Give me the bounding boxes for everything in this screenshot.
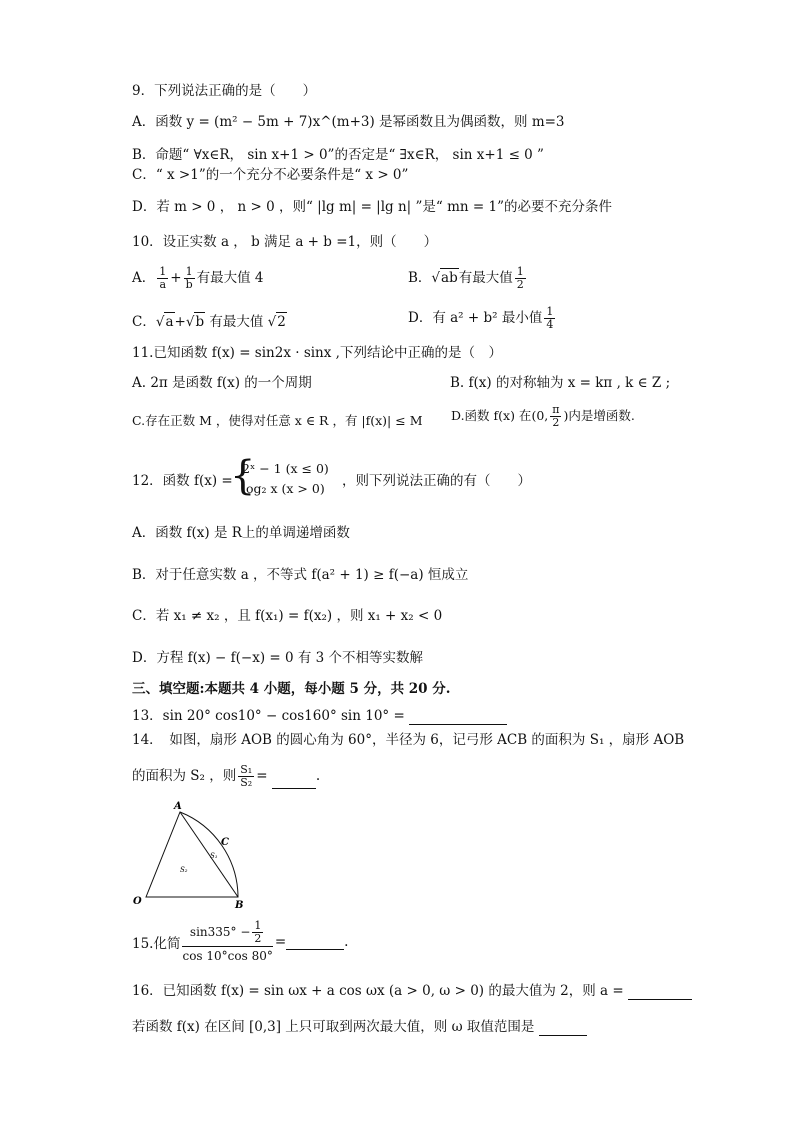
chord-ab	[180, 812, 238, 897]
q12-option-d: D．方程 f(x) − f(−x) = 0 有 3 个不相等实数解	[132, 650, 424, 666]
q14-period: .	[315, 768, 321, 784]
q11-option-d	[451, 404, 635, 429]
q12-stem-prefix: 12．函数 f(x) =	[132, 473, 233, 489]
q16-line1-text: 16．已知函数 f(x) = sin ωx + a cos ωx (a > 0, ω > 0) 的最大值为 2，则 a =	[132, 983, 624, 999]
q13-answer-blank[interactable]	[409, 710, 507, 725]
label-o: O	[133, 896, 142, 907]
label-s1: S₁	[210, 852, 218, 860]
q11-d-den: 2	[552, 416, 560, 429]
q14-frac-den: S₂	[240, 776, 253, 789]
q15-fraction	[180, 920, 274, 963]
q12-option-b: B．对于任意实数 a ，不等式 f(a² + 1) ≥ f(−a) 恒成立	[132, 567, 469, 583]
q15-denominator: cos 10°cos 80°	[182, 949, 273, 963]
label-a: A	[174, 801, 182, 812]
q10-a-num2: 1	[184, 266, 195, 279]
label-b: B	[235, 900, 244, 910]
q10-a-den1: a	[159, 278, 167, 291]
q11-option-b: B. f(x) 的对称轴为 x = kπ , k ∈ Z ;	[450, 375, 671, 391]
q9-option-a: A．函数 y = (m² − 5m + 7)x^(m+3) 是幂函数且为偶函数，则 m=3	[132, 114, 565, 130]
q10-d-num: 1	[546, 305, 554, 318]
q10-c-text: 有最大值	[209, 314, 264, 330]
q12-option-a: A．函数 f(x) 是 R上的单调递增函数	[132, 525, 350, 541]
q15-tail	[275, 920, 349, 963]
q11-d-prefix: D.函数 f(x) 在	[451, 408, 532, 423]
q11-option-a: A. 2π 是函数 f(x) 的一个周期	[132, 375, 312, 391]
q10-a-den2: b	[185, 278, 193, 291]
q10-stem: 10．设正实数 a ， b 满足 a + b =1，则（ ）	[132, 234, 438, 250]
q9-option-b: B．命题“ ∀x∈R， sin x+1 > 0”的否定是“ ∃x∈R， sin x+1 ≤ 0 ”	[132, 147, 544, 163]
q10-b-prefix: B．	[408, 270, 432, 286]
q10-b-radicand: ab	[441, 270, 458, 286]
q11-d-text: 内是增函数.	[568, 408, 635, 423]
q9-option-d: D．若 m > 0 ， n > 0 ，则“ |lg m| = |lg n| ”是“ mn = 1”的必要不充分条件	[132, 199, 612, 215]
q16-line1	[132, 982, 692, 1000]
q10-c-radicand1: a	[165, 314, 174, 330]
sector-outline	[146, 812, 238, 897]
q10-option-d	[408, 306, 557, 331]
q13-text: 13．sin 20° cos10° − cos160° sin 10° =	[132, 708, 405, 724]
q15-layout	[132, 920, 348, 963]
q13	[132, 707, 507, 725]
q10-d-frac	[544, 306, 555, 331]
q16-answer-blank-a[interactable]	[628, 985, 692, 1000]
q10-option-a	[132, 266, 264, 291]
piecewise-brace: {	[230, 453, 256, 499]
q14-frac-num: S₁	[240, 763, 253, 776]
q16-line2	[132, 1018, 587, 1036]
q10-c-prefix: C．	[132, 314, 156, 330]
label-c: C	[221, 837, 229, 848]
q11-d-interval-right: )	[563, 408, 569, 423]
q14-line2	[132, 764, 320, 789]
q10-b-num: 1	[516, 265, 524, 278]
q10-a-text: 有最大值 4	[196, 270, 264, 286]
q15-numerator	[182, 920, 272, 947]
q16-line2-text: 若函数 f(x) 在区间 [0,3] 上只可取到两次最大值，则 ω 取值范围是	[132, 1019, 535, 1035]
q14-frac	[238, 764, 254, 789]
q14-equals: =	[256, 768, 268, 784]
q15-prefix: 15.化简	[132, 935, 181, 952]
label-s2: S₂	[180, 866, 188, 874]
q10-a-frac2	[184, 266, 195, 291]
sector-figure	[128, 798, 248, 910]
q12-case1: 2ˣ − 1 (x ≤ 0)	[242, 461, 329, 476]
q15-equals: =	[274, 933, 287, 950]
q11-stem: 11.已知函数 f(x) = sin2x · sinx ,下列结论中正确的是（ ）	[132, 345, 502, 361]
q10-option-c: C．√a+√b 有最大值 √2	[132, 314, 286, 330]
q10-a-num1: 1	[159, 265, 167, 278]
q9-stem: 9．下列说法正确的是（ ）	[132, 83, 317, 99]
q10-a-prefix: A．	[132, 270, 156, 286]
q11-d-frac	[550, 404, 561, 429]
q15-num-frac-d: 2	[254, 932, 262, 945]
section-heading: 三、填空题:本题共 4 小题，每小题 5 分，共 20 分.	[132, 681, 451, 697]
q14-line1: 14． 如图，扇形 AOB 的圆心角为 60°，半径为 6，记弓形 ACB 的面积为 S₁ ，扇形 AOB	[132, 732, 685, 748]
q10-b-den: 2	[516, 278, 524, 291]
q12-case2: log₂ x (x > 0)	[242, 481, 325, 496]
q10-d-text: D．有 a² + b² 最小值	[408, 310, 543, 326]
q11-option-c: C.存在正数 M ，使得对任意 x ∈ R ，有 |f(x)| ≤ M	[132, 413, 423, 428]
q10-c-plus: +	[174, 314, 186, 330]
q10-d-den: 4	[546, 318, 554, 331]
q15-num-frac-n: 1	[254, 919, 262, 932]
q12-option-c: C．若 x₁ ≠ x₂ ，且 f(x₁) = f(x₂) ，则 x₁ + x₂ < 0	[132, 608, 443, 624]
q11-d-interval-left: (0,	[531, 408, 549, 423]
q14-line2-text: 的面积为 S₂ ，则	[132, 768, 237, 784]
q10-option-b: B．√ab有最大值 $\frac{1}{2}$	[408, 265, 524, 291]
q10-b-text: 有最大值	[458, 270, 513, 286]
q10-a-frac1	[157, 266, 168, 291]
q10-c-radicand3: 2	[277, 314, 286, 330]
q15-num-frac	[252, 920, 263, 945]
q15	[132, 920, 348, 963]
q10-b-frac	[515, 266, 526, 291]
q10-a-plus: +	[170, 270, 182, 286]
q9-option-c: C．“ x >1”的一个充分不必要条件是“ x > 0”	[132, 167, 409, 183]
q12-stem-suffix: ，则下列说法正确的有（ ）	[342, 473, 531, 489]
q16-answer-blank-omega[interactable]	[539, 1021, 587, 1036]
q14-answer-blank[interactable]	[272, 774, 316, 789]
q15-period: .	[344, 933, 349, 950]
q15-answer-blank[interactable]	[286, 935, 344, 950]
q15-num-text: sin335° −	[189, 925, 251, 939]
q11-d-num: π	[552, 403, 560, 416]
q10-c-radicand2: b	[195, 314, 205, 330]
